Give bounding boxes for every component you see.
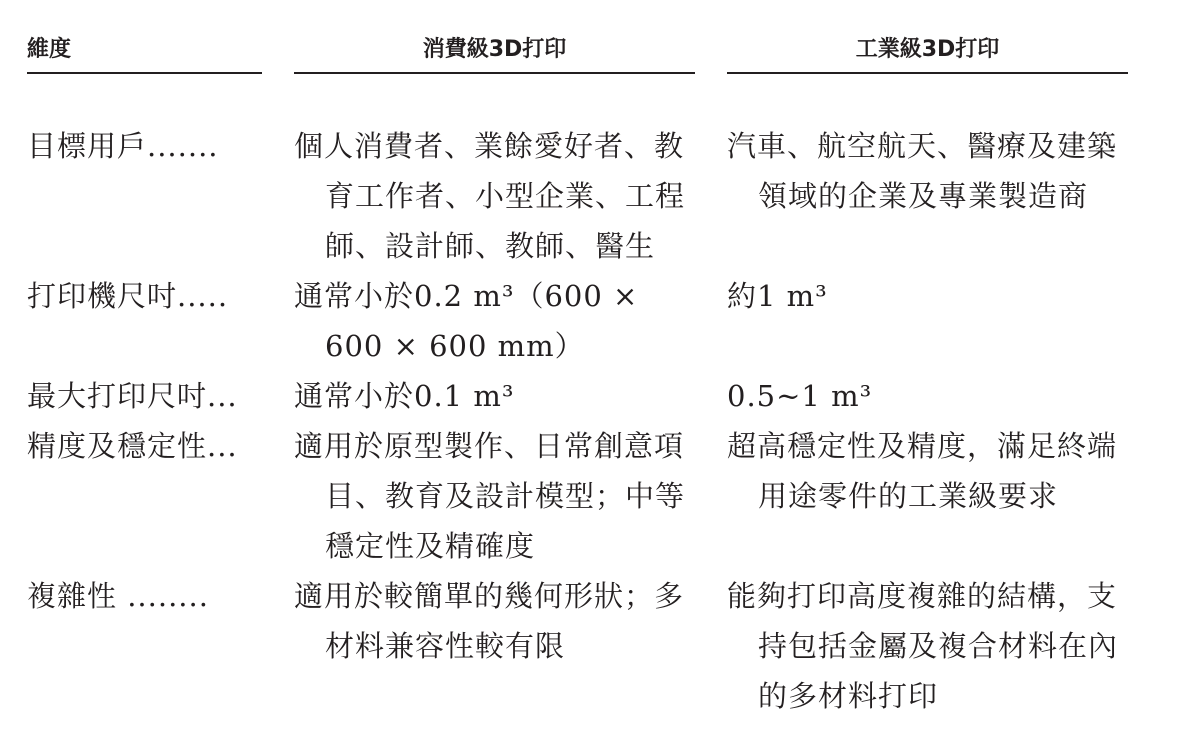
industrial-cell: 能夠打印高度複雜的結構，支持包括金屬及複合材料在內的多材料打印: [727, 579, 1119, 713]
consumer-cell: 通常小於0.1 m³: [294, 379, 515, 413]
row-label: 最大打印尺吋...: [27, 379, 238, 413]
row-label: 精度及穩定性...: [27, 429, 238, 463]
header-industrial-3d-printing: 工業級3D打印: [727, 30, 1128, 74]
row-label: 目標用戶.......: [27, 129, 219, 163]
consumer-cell: 適用於較簡單的幾何形狀；多材料兼容性較有限: [294, 579, 685, 663]
table-row-complexity: [0, 571, 1200, 721]
row-label: 打印機尺吋.....: [27, 279, 229, 313]
table-row-printer-size: [0, 271, 1200, 371]
header-dimension: 維度: [27, 30, 262, 74]
consumer-cell: 通常小於0.2 m³（600 × 600 × 600 mm）: [294, 279, 639, 363]
comparison-table: [0, 121, 1200, 721]
header-consumer-3d-printing: 消費級3D打印: [294, 30, 695, 74]
industrial-cell: 汽車、航空航天、醫療及建築領域的企業及專業製造商: [727, 129, 1118, 213]
table-row-precision-stability: [0, 421, 1200, 571]
consumer-cell: 個人消費者、業餘愛好者、教育工作者、小型企業、工程師、設計師、教師、醫生: [294, 129, 686, 263]
table-row-target-users: [0, 121, 1200, 271]
table-row-max-print-size: [0, 371, 1200, 421]
industrial-cell: 0.5~1 m³: [727, 379, 873, 413]
row-label: 複雜性 ........: [27, 579, 209, 613]
consumer-cell: 適用於原型製作、日常創意項目、教育及設計模型；中等穩定性及精確度: [294, 429, 686, 563]
industrial-cell: 約1 m³: [727, 279, 828, 313]
industrial-cell: 超高穩定性及精度，滿足終端用途零件的工業級要求: [727, 429, 1118, 513]
